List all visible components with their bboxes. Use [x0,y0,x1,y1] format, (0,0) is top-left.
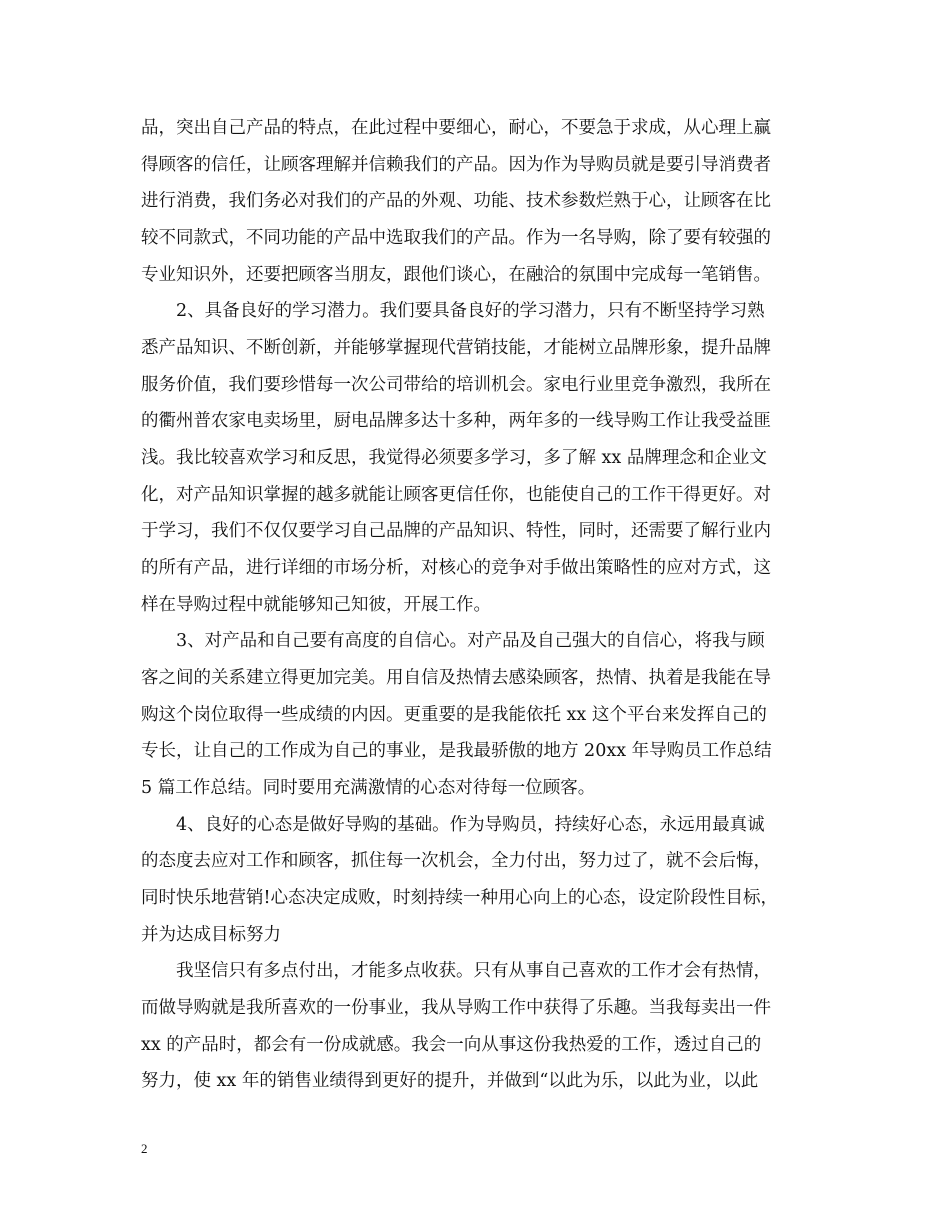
text-line: 化，对产品知识掌握的越多就能让顾客更信任你，也能使自己的工作干得更好。对 [141,485,771,505]
text-line: 专业知识外，还要把顾客当朋友，跟他们谈心，在融洽的氛围中完成每一笔销售。 [141,265,771,285]
text-line: 样在导购过程中就能够知己知彼，开展工作。 [141,595,491,615]
paragraph-start-line: 我坚信只有多点付出，才能多点收获。只有从事自己喜欢的工作才会有热情， [176,961,771,981]
paragraph-start-line: 3、对产品和自己要有高度的自信心。对产品及自己强大的自信心，将我与顾 [176,631,765,651]
text-line: 品，突出自己产品的特点，在此过程中要细心，耐心，不要急于求成，从心理上赢 [141,118,771,138]
text-line: 购这个岗位取得一些成绩的内因。更重要的是我能依托 xx 这个平台来发挥自己的 [141,705,767,725]
text-line: 而做导购就是我所喜欢的一份事业，我从导购工作中获得了乐趣。当我每卖出一件 [141,998,771,1018]
text-line: 得顾客的信任，让顾客理解并信赖我们的产品。因为作为导购员就是要引导消费者 [141,155,771,175]
text-line: 较不同款式，不同功能的产品中选取我们的产品。作为一名导购，除了要有较强的 [141,228,771,248]
text-line: 客之间的关系建立得更加完美。用自信及热情去感染顾客，热情、执着是我能在导 [141,668,771,688]
text-line: 于学习，我们不仅仅要学习自己品牌的产品知识、特性，同时，还需要了解行业内 [141,521,771,541]
text-line: 努力，使 xx 年的销售业绩得到更好的提升，并做到“以此为乐，以此为业，以此 [141,1071,759,1091]
paragraph-start-line: 2、具备良好的学习潜力。我们要具备良好的学习潜力，只有不断坚持学习熟 [176,301,765,321]
text-line: 浅。我比较喜欢学习和反思，我觉得必须要多学习，多了解 xx 品牌理念和企业文 [141,448,767,468]
paragraph-start-line: 4、良好的心态是做好导购的基础。作为导购员，持续好心态，永远用最真诚 [176,815,765,835]
text-line: 悉产品知识、不断创新，并能够掌握现代营销技能，才能树立品牌形象，提升品牌 [141,338,771,358]
page-number: 2 [141,1141,148,1156]
text-line: 的衢州普农家电卖场里，厨电品牌多达十多种，两年多的一线导购工作让我受益匪 [141,411,771,431]
text-line: 进行消费，我们务必对我们的产品的外观、功能、技术参数烂熟于心，让顾客在比 [141,191,771,211]
text-line: 的所有产品，进行详细的市场分析，对核心的竞争对手做出策略性的应对方式，这 [141,558,771,578]
text-line: 专长，让自己的工作成为自己的事业，是我最骄傲的地方 20xx 年导购员工作总结 [141,741,772,761]
text-line: 同时快乐地营销!心态决定成败，时刻持续一种用心向上的心态，设定阶段性目标， [141,888,779,908]
text-line: 并为达成目标努力 [141,925,281,945]
text-line: 5 篇工作总结。同时要用充满激情的心态对待每一位顾客。 [141,778,596,798]
text-line: xx 的产品时，都会有一份成就感。我会一向从事这份我热爱的工作，透过自己的 [141,1035,762,1055]
text-line: 服务价值，我们要珍惜每一次公司带给的培训机会。家电行业里竞争激烈，我所在 [141,375,771,395]
text-line: 的态度去应对工作和顾客，抓住每一次机会，全力付出，努力过了，就不会后悔， [141,851,771,871]
